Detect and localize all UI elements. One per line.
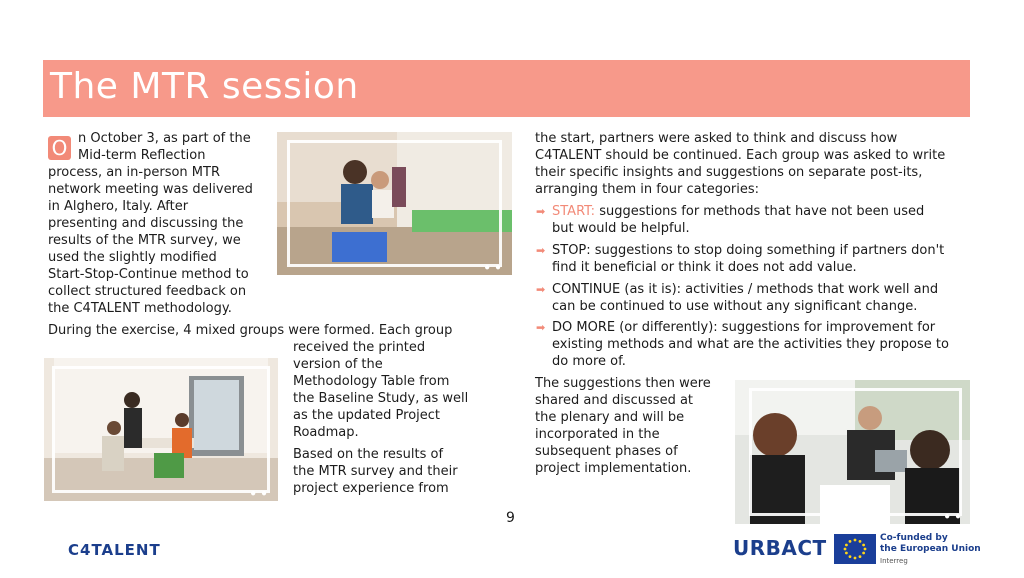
exercise-cont-line: Roadmap. xyxy=(293,425,359,440)
continue-text: CONTINUE (as it is): activities / methods that work well and xyxy=(552,281,939,297)
suggestions-line: The suggestions then were xyxy=(535,376,711,391)
eu-line-1: Co-funded by xyxy=(880,533,948,543)
photo-dots: ● ● xyxy=(944,511,962,522)
do-more-text-cont: existing methods and what are the activities they propose to xyxy=(552,337,949,353)
exercise-cont-line: version of the xyxy=(293,357,383,372)
suggestions-line: incorporated in the xyxy=(535,427,660,442)
photo-partners-bench xyxy=(277,132,512,275)
suggestions-line: shared and discussed at xyxy=(535,393,694,408)
start-text-cont: but would be helpful. xyxy=(552,220,690,236)
urbact-logo: URBACT xyxy=(733,536,827,560)
intro-line: process, an in-person MTR xyxy=(48,165,220,180)
page-title: The MTR session xyxy=(50,66,359,107)
interreg-label: Interreg xyxy=(880,557,908,565)
intro-line: used the slightly modified xyxy=(48,250,217,265)
arrow-right-icon: ➡ xyxy=(536,321,546,335)
intro-line: Start-Stop-Continue method to xyxy=(48,267,249,282)
intro-line: presenting and discussing the xyxy=(48,216,244,231)
photo-group-meeting xyxy=(44,358,278,501)
photo-dots: ● ● xyxy=(250,488,268,499)
start-text: suggestions for methods that have not been used xyxy=(595,204,925,219)
stop-text: STOP: suggestions to stop doing something if partners don't xyxy=(552,242,945,258)
exercise-cont-line: the Baseline Study, as well xyxy=(293,391,469,406)
page-number: 9 xyxy=(506,510,515,526)
suggestions-line: subsequent phases of xyxy=(535,444,678,459)
continue-text-cont: can be continued to use without any significant change. xyxy=(552,298,918,314)
do-more-text: DO MORE (or differently): suggestions for improvement for xyxy=(552,320,936,336)
eu-flag-icon xyxy=(834,534,876,564)
col2-line: C4TALENT should be continued. Each group was asked to write xyxy=(535,148,946,163)
photo-frame xyxy=(52,366,270,493)
c4talent-logo: C4TALENT xyxy=(68,541,161,559)
eu-cofunded-text xyxy=(880,533,981,555)
photo-discussion xyxy=(735,380,970,524)
based-line: project experience from xyxy=(293,481,449,496)
list-item-start xyxy=(536,204,976,238)
intro-line: Mid-term Reflection xyxy=(78,148,206,163)
intro-line: results of the MTR survey, we xyxy=(48,233,241,248)
intro-line: collect structured feedback on xyxy=(48,284,247,299)
based-line: Based on the results of xyxy=(293,447,444,462)
arrow-right-icon: ➡ xyxy=(536,243,546,257)
intro-line: in Alghero, Italy. After xyxy=(48,199,189,214)
exercise-cont-line: as the updated Project xyxy=(293,408,441,423)
photo-frame xyxy=(749,388,962,516)
list-item-stop xyxy=(536,243,976,277)
dropcap-letter: O xyxy=(48,136,71,160)
category-list xyxy=(536,204,976,376)
based-line: the MTR survey and their xyxy=(293,464,458,479)
arrow-right-icon: ➡ xyxy=(536,282,546,296)
eu-line-2: the European Union xyxy=(880,544,981,554)
eu-stars-icon xyxy=(834,534,876,564)
col2-line: their specific insights and suggestions on separate post-its, xyxy=(535,165,923,180)
exercise-cont-line: Methodology Table from xyxy=(293,374,450,389)
col2-line: the start, partners were asked to think and discuss how xyxy=(535,131,898,146)
intro-line: network meeting was delivered xyxy=(48,182,253,197)
suggestions-line: project implementation. xyxy=(535,461,692,476)
intro-first-line: n October 3, as part of the xyxy=(78,131,251,146)
suggestions-line: the plenary and will be xyxy=(535,410,685,425)
list-item-continue xyxy=(536,282,976,316)
col2-line: arranging them in four categories: xyxy=(535,182,760,197)
photo-dots: ● ● xyxy=(484,262,502,273)
list-item-do-more xyxy=(536,320,976,371)
do-more-text-end: do more of. xyxy=(552,354,626,370)
exercise-cont-line: received the printed xyxy=(293,340,426,355)
start-keyword: START: xyxy=(552,204,596,219)
exercise-line: During the exercise, 4 mixed groups were formed. Each group xyxy=(48,323,453,338)
intro-line: the C4TALENT methodology. xyxy=(48,301,232,316)
photo-frame xyxy=(287,140,502,267)
stop-text-cont: find it beneficial or think it does not add value. xyxy=(552,259,857,275)
arrow-right-icon: ➡ xyxy=(536,205,546,218)
